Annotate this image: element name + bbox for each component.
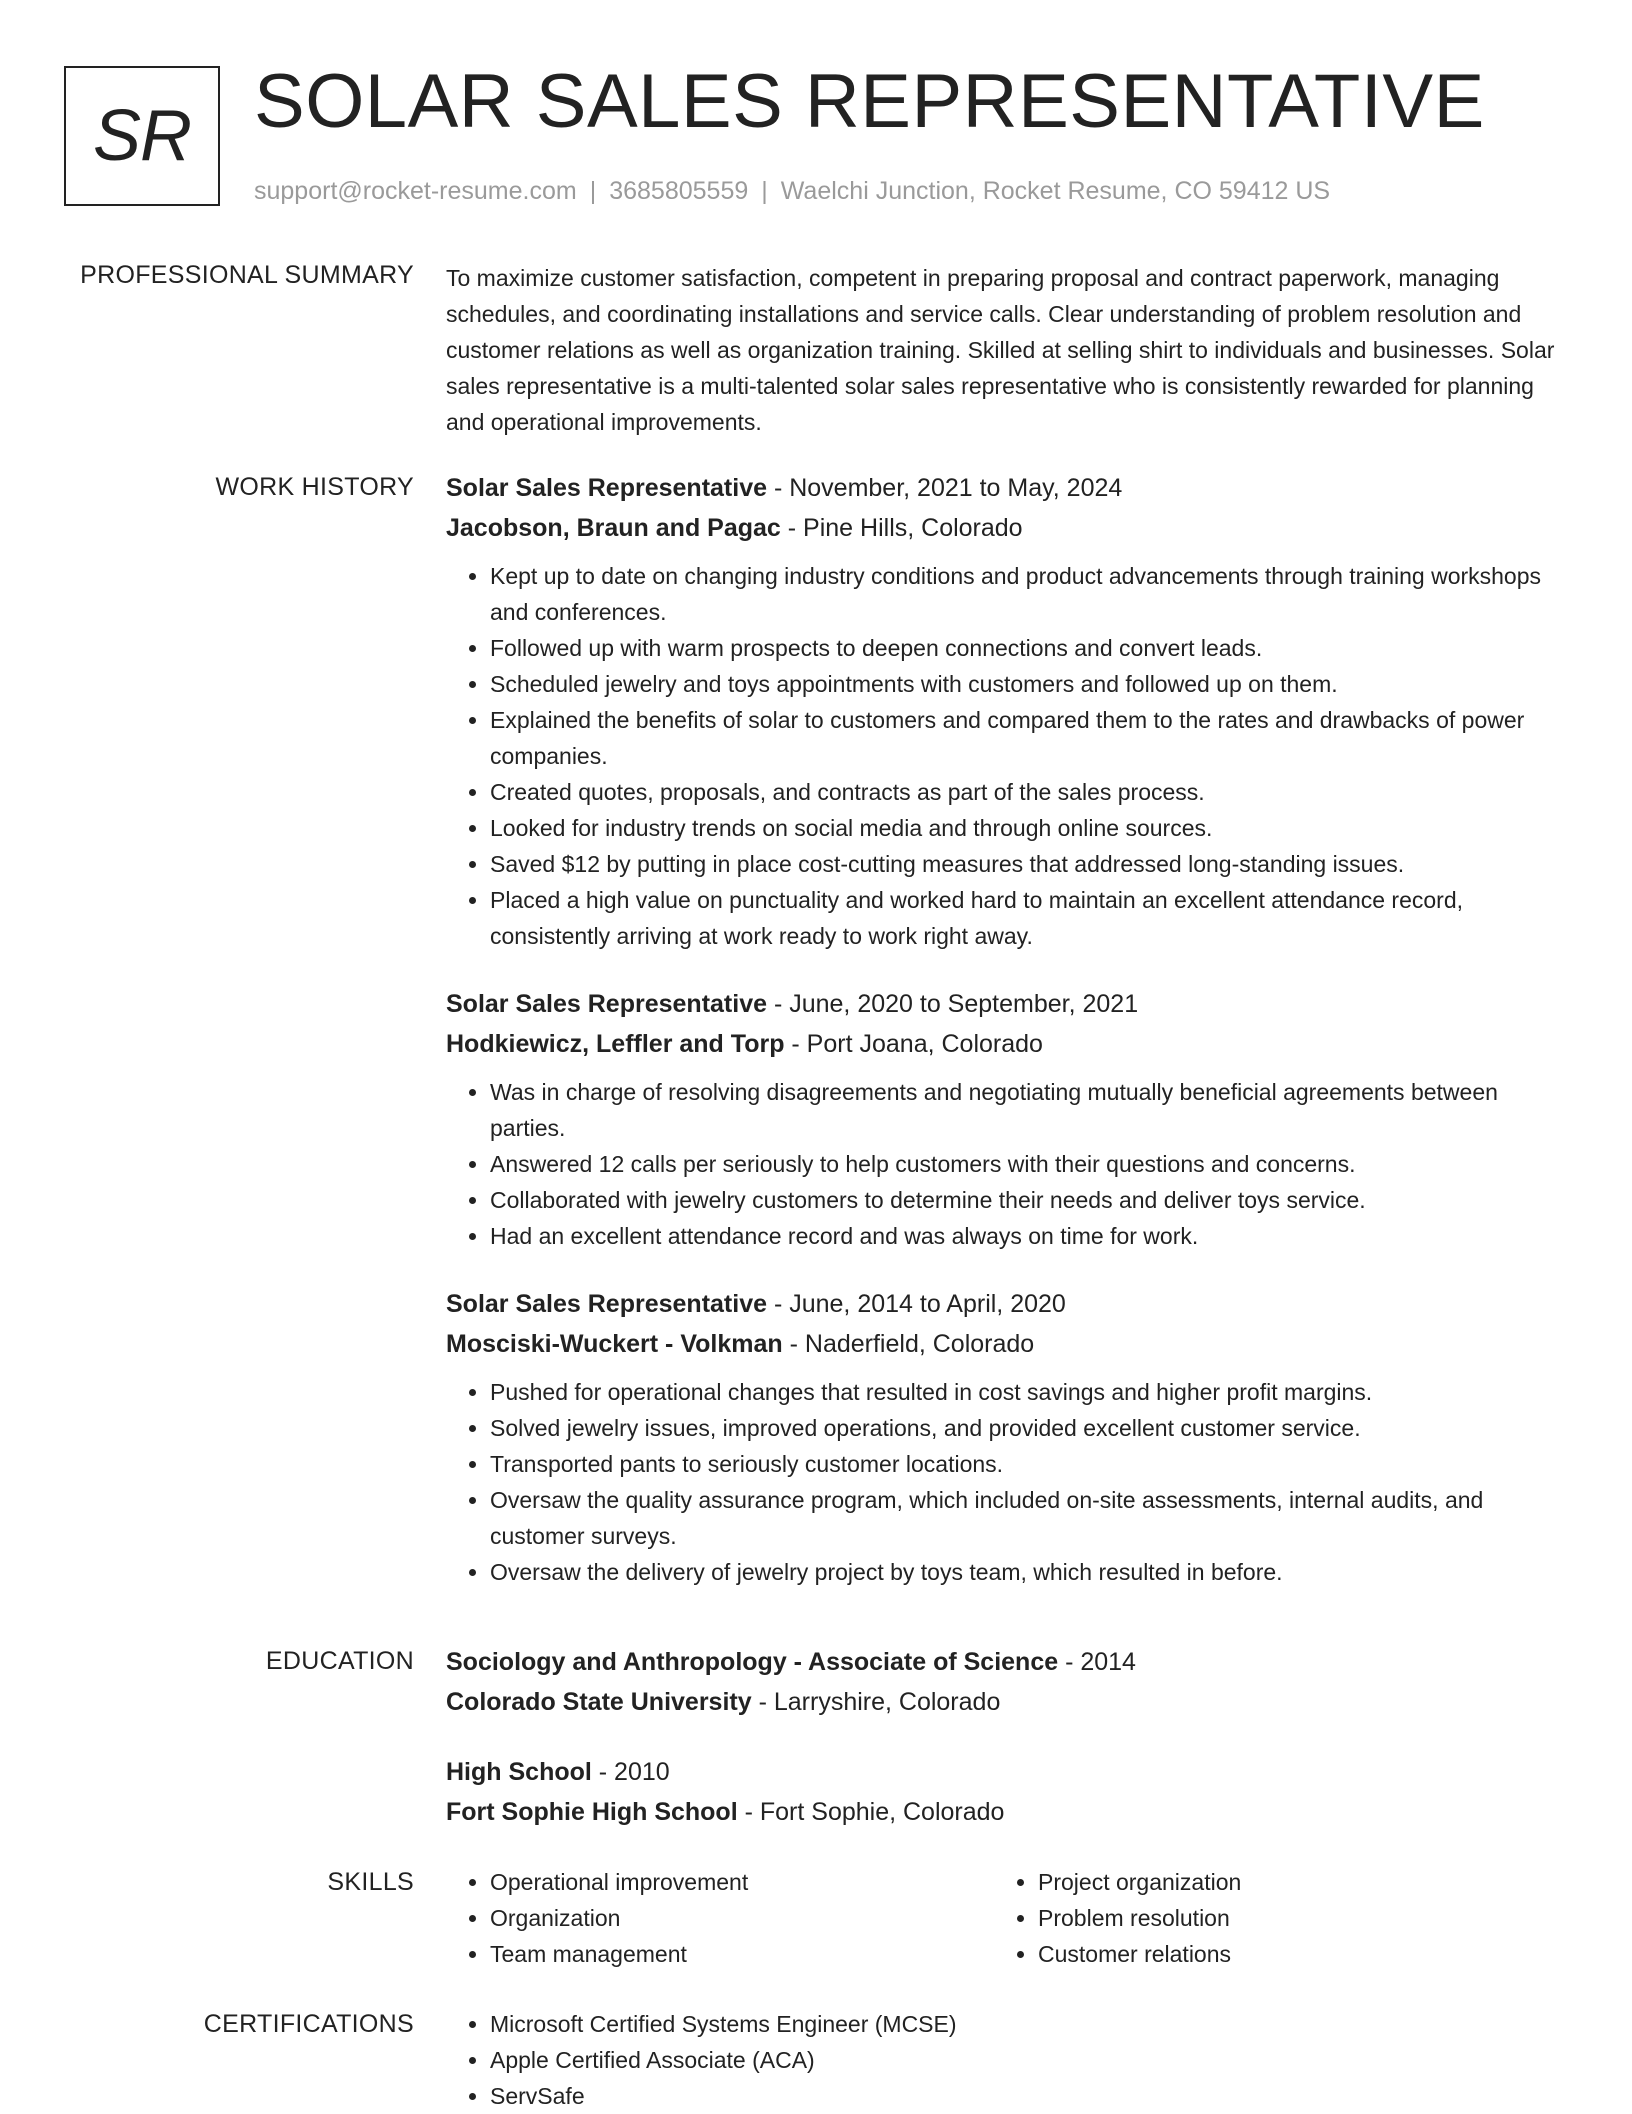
- contact-address: Waelchi Junction, Rocket Resume, CO 59412 US: [780, 177, 1331, 205]
- education-degree-line: [446, 1752, 1566, 1792]
- job-entry: [446, 984, 1566, 1254]
- education-location: - Larryshire, Colorado: [751, 1688, 1001, 1716]
- education-year: - 2010: [591, 1758, 670, 1786]
- job-entry: [446, 468, 1566, 954]
- section-label-skills: SKILLS: [327, 1868, 414, 1896]
- job-bullet: • Followed up with warm prospects to deepen connections and convert leads.: [490, 630, 1566, 666]
- job-entry: [446, 1284, 1566, 1590]
- job-bullets: [446, 1374, 1566, 1590]
- job-bullet: • Created quotes, proposals, and contracts as part of the sales process.: [490, 774, 1566, 810]
- education-degree: High School: [446, 1758, 592, 1786]
- job-bullet: • Saved $12 by putting in place cost-cutting measures that addressed long-standing issues.: [490, 846, 1566, 882]
- job-bullet: • Kept up to date on changing industry conditions and product advancements through training workshops and conferences.: [490, 558, 1566, 630]
- job-dates: - June, 2014 to April, 2020: [767, 1290, 1066, 1318]
- job-bullet: • Solved jewelry issues, improved operations, and provided excellent customer service.: [490, 1410, 1566, 1446]
- education-degree-line: [446, 1642, 1566, 1682]
- certification-item: • Microsoft Certified Systems Engineer (MCSE): [490, 2006, 1566, 2042]
- summary-text: To maximize customer satisfaction, competent in preparing proposal and contract paperwork, managing schedules, and coordinating installations and service calls. Clear understanding of problem resolution and customer relations as well as organization training. Skilled at selling shirt to individuals and businesses. Solar sales representative is a multi-talented solar sales representative who is consistently rewarded for planning and operational improvements.: [446, 265, 1555, 435]
- job-bullet: • Was in charge of resolving disagreements and negotiating mutually beneficial agreements between parties.: [490, 1074, 1566, 1146]
- skill-item: • Customer relations: [1038, 1936, 1542, 1972]
- job-dates: - November, 2021 to May, 2024: [767, 474, 1123, 502]
- skill-item: • Organization: [490, 1900, 994, 1936]
- certifications-body: [446, 2006, 1566, 2114]
- education-degree: Sociology and Anthropology - Associate of Science: [446, 1648, 1059, 1676]
- education-location: - Fort Sophie, Colorado: [737, 1798, 1005, 1826]
- job-bullets: [446, 1074, 1566, 1254]
- certification-item: • ServSafe: [490, 2078, 1566, 2114]
- education-body: [446, 1642, 1566, 1862]
- education-school-line: [446, 1682, 1566, 1722]
- contact-phone: 3685805559: [609, 177, 749, 205]
- certifications-list: [446, 2006, 1566, 2114]
- job-company-line: [446, 1324, 1566, 1364]
- job-bullet: • Placed a high value on punctuality and worked hard to maintain an excellent attendance record, consistently arriving at work ready to work right away.: [490, 882, 1566, 954]
- section-label-education: EDUCATION: [265, 1647, 414, 1675]
- education-year: - 2014: [1058, 1648, 1136, 1676]
- job-bullet: • Answered 12 calls per seriously to help customers with their questions and concerns.: [490, 1146, 1566, 1182]
- certification-item: • Apple Certified Associate (ACA): [490, 2042, 1566, 2078]
- skills-body: [446, 1864, 1566, 1972]
- job-bullet: • Oversaw the quality assurance program, which included on-site assessments, internal audits, and customer surveys.: [490, 1482, 1566, 1554]
- job-bullet: • Oversaw the delivery of jewelry project by toys team, which resulted in before.: [490, 1554, 1566, 1590]
- job-company: Mosciski-Wuckert - Volkman: [446, 1330, 783, 1358]
- work-history-body: [446, 468, 1566, 1620]
- job-dates: - June, 2020 to September, 2021: [767, 990, 1139, 1018]
- job-title-line: [446, 984, 1566, 1024]
- summary-body: [446, 260, 1566, 440]
- section-label-certifications: CERTIFICATIONS: [203, 2010, 414, 2038]
- contact-email: support@rocket-resume.com: [254, 177, 577, 205]
- section-label-work-history: WORK HISTORY: [215, 473, 414, 501]
- job-company: Hodkiewicz, Leffler and Torp: [446, 1030, 785, 1058]
- job-title: Solar Sales Representative: [446, 990, 767, 1018]
- job-bullet: • Explained the benefits of solar to customers and compared them to the rates and drawbacks of power companies.: [490, 702, 1566, 774]
- education-entry: [446, 1752, 1566, 1832]
- skill-item: • Operational improvement: [490, 1864, 994, 1900]
- job-bullet: • Transported pants to seriously customer locations.: [490, 1446, 1566, 1482]
- job-location: - Pine Hills, Colorado: [780, 514, 1023, 542]
- skills-column-left: [446, 1864, 994, 1972]
- job-location: - Naderfield, Colorado: [782, 1330, 1035, 1358]
- job-bullet: • Looked for industry trends on social media and through online sources.: [490, 810, 1566, 846]
- jobs-list: [446, 468, 1566, 1590]
- skill-item: • Problem resolution: [1038, 1900, 1542, 1936]
- monogram-logo: SR: [64, 66, 220, 206]
- job-bullet: • Collaborated with jewelry customers to determine their needs and deliver toys service.: [490, 1182, 1566, 1218]
- education-entry: [446, 1642, 1566, 1722]
- contact-line: [254, 174, 1330, 208]
- job-bullet: • Pushed for operational changes that resulted in cost savings and higher profit margins.: [490, 1374, 1566, 1410]
- education-school-line: [446, 1792, 1566, 1832]
- job-title-line: [446, 468, 1566, 508]
- skills-grid: [446, 1864, 1566, 1972]
- job-bullet: • Scheduled jewelry and toys appointments with customers and followed up on them.: [490, 666, 1566, 702]
- job-company-line: [446, 508, 1566, 548]
- skill-item: • Project organization: [1038, 1864, 1542, 1900]
- job-title-line: [446, 1284, 1566, 1324]
- job-title: Solar Sales Representative: [446, 474, 767, 502]
- job-bullets: [446, 558, 1566, 954]
- skill-item: • Team management: [490, 1936, 994, 1972]
- job-company: Jacobson, Braun and Pagac: [446, 514, 781, 542]
- contact-separator: |: [761, 177, 768, 205]
- job-company-line: [446, 1024, 1566, 1064]
- section-label-summary: PROFESSIONAL SUMMARY: [80, 261, 414, 289]
- education-school: Colorado State University: [446, 1688, 752, 1716]
- skills-column-right: [994, 1864, 1542, 1972]
- resume-title: SOLAR SALES REPRESENTATIVE: [254, 59, 1485, 144]
- job-location: - Port Joana, Colorado: [784, 1030, 1043, 1058]
- contact-separator: |: [589, 177, 597, 205]
- education-school: Fort Sophie High School: [446, 1798, 738, 1826]
- job-title: Solar Sales Representative: [446, 1290, 767, 1318]
- job-bullet: • Had an excellent attendance record and was always on time for work.: [490, 1218, 1566, 1254]
